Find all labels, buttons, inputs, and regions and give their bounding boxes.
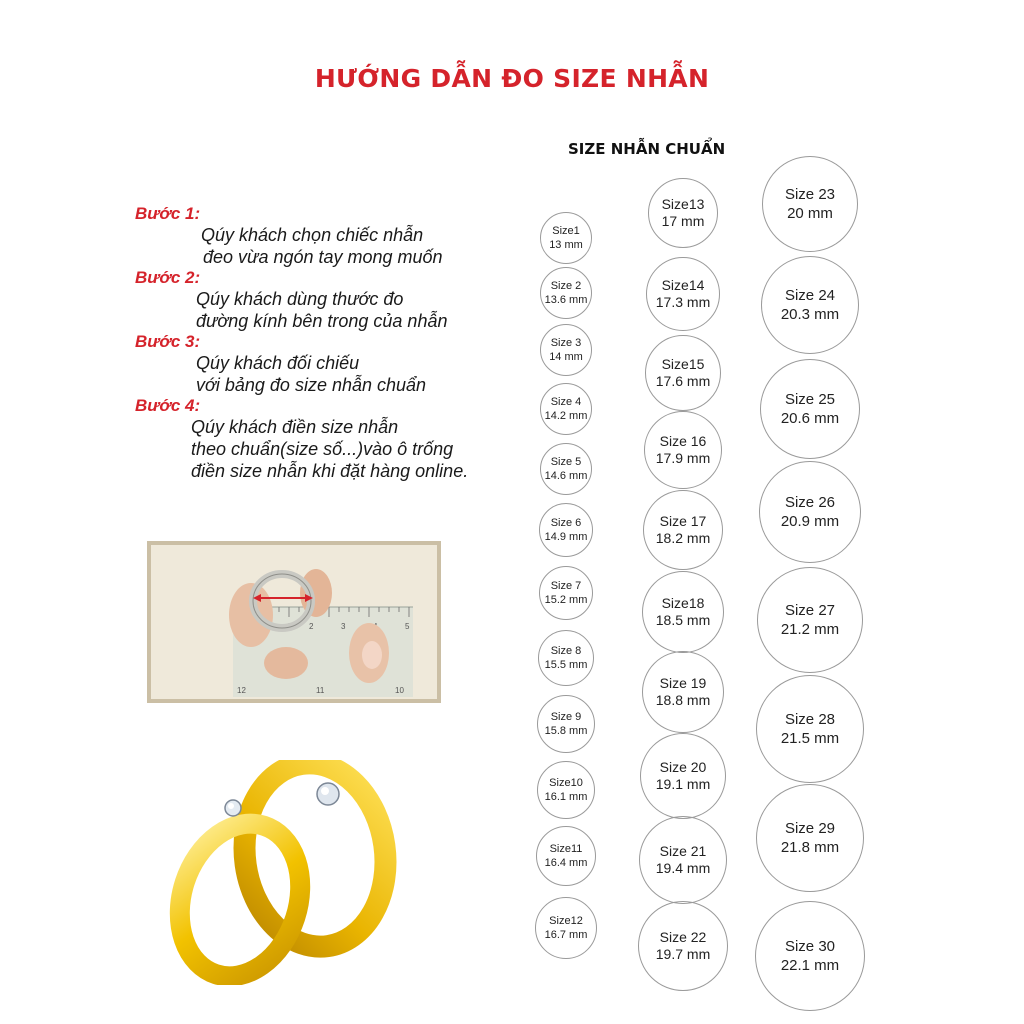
size-diameter: 15.8 mm <box>544 725 588 737</box>
size-label: Size 7 <box>550 580 582 592</box>
size-label: Size 25 <box>784 391 836 408</box>
step-text: đeo vừa ngón tay mong muốn <box>203 247 443 267</box>
size-diameter: 18.8 mm <box>655 692 711 708</box>
size-diameter: 20.6 mm <box>780 410 840 427</box>
size-circle <box>538 630 594 686</box>
ruler-tick-label: 11 <box>316 686 325 695</box>
size-label: Size 30 <box>784 938 836 955</box>
step-text: theo chuẩn(size số...)vào ô trống <box>191 439 454 459</box>
size-label: Size10 <box>549 777 583 789</box>
size-label: Size12 <box>549 915 583 927</box>
size-circle <box>537 695 595 753</box>
size-diameter: 17 mm <box>661 213 705 229</box>
size-label: Size14 <box>661 277 705 293</box>
size-label: Size 23 <box>784 186 836 203</box>
size-diameter: 20.3 mm <box>780 306 840 323</box>
size-label: Size 29 <box>784 820 836 837</box>
size-circle <box>536 826 596 886</box>
size-chart-heading: SIZE NHẪN CHUẨN <box>568 140 726 158</box>
ruler-tick-label: 1 <box>287 622 292 631</box>
size-diameter: 19.4 mm <box>655 860 711 876</box>
measuring-steps <box>135 204 535 482</box>
size-label: Size 9 <box>550 711 582 723</box>
size-diameter: 15.2 mm <box>544 594 588 606</box>
step-heading: Bước 3: <box>135 332 201 351</box>
size-circle <box>540 443 592 495</box>
size-circle <box>639 816 727 904</box>
size-circle <box>642 571 724 653</box>
step-text: Qúy khách điền size nhẫn <box>191 417 399 437</box>
size-diameter: 14 mm <box>549 351 583 363</box>
ruler-tick-label: 3 <box>341 622 346 631</box>
size-circle <box>640 733 726 819</box>
size-circle <box>756 784 864 892</box>
size-diameter: 13 mm <box>549 239 583 251</box>
size-diameter: 21.8 mm <box>780 839 840 856</box>
ring-measuring-photo <box>147 541 441 703</box>
ruler-tick-label: 5 <box>405 622 410 631</box>
size-circle <box>648 178 718 248</box>
size-circle <box>646 257 720 331</box>
size-label: Size 28 <box>784 711 836 728</box>
size-circle <box>540 383 592 435</box>
size-diameter: 21.2 mm <box>780 621 840 638</box>
step-text: điền size nhẫn khi đặt hàng online. <box>191 461 469 481</box>
size-label: Size 6 <box>550 517 582 529</box>
ruler-tick-label: 12 <box>237 686 246 695</box>
size-label: Size18 <box>661 595 705 611</box>
step-heading: Bước 1: <box>135 204 201 223</box>
size-label: Size 24 <box>784 287 836 304</box>
size-circle <box>756 675 864 783</box>
size-label: Size13 <box>661 196 705 212</box>
size-label: Size 27 <box>784 602 836 619</box>
size-label: Size 17 <box>659 513 707 529</box>
size-label: Size 3 <box>550 337 582 349</box>
size-circle <box>539 503 593 557</box>
size-diameter: 18.5 mm <box>655 612 711 628</box>
size-label: Size 5 <box>550 456 582 468</box>
size-diameter: 16.1 mm <box>544 791 588 803</box>
ruler-tick-label: 2 <box>309 622 314 631</box>
size-diameter: 14.9 mm <box>544 531 588 543</box>
size-diameter: 14.6 mm <box>544 470 588 482</box>
size-label: Size 2 <box>550 280 582 292</box>
size-circle <box>759 461 861 563</box>
ring-ruler-illustration <box>151 545 437 699</box>
size-circle <box>537 761 595 819</box>
step-1 <box>135 204 535 268</box>
size-diameter: 15.5 mm <box>544 659 588 671</box>
size-label: Size 22 <box>659 929 707 945</box>
size-diameter: 22.1 mm <box>780 957 840 974</box>
size-label: Size 4 <box>550 396 582 408</box>
step-2 <box>135 268 535 332</box>
size-label: Size 26 <box>784 494 836 511</box>
size-label: Size 20 <box>659 759 707 775</box>
size-diameter: 19.1 mm <box>655 776 711 792</box>
size-label: Size1 <box>552 225 580 237</box>
size-circle <box>540 267 592 319</box>
size-diameter: 17.9 mm <box>655 450 711 466</box>
size-circle <box>540 324 592 376</box>
step-text: Qúy khách chọn chiếc nhẫn <box>201 225 424 245</box>
size-circle <box>539 566 593 620</box>
step-text: Qúy khách dùng thước đo <box>196 289 404 309</box>
step-text: với bảng đo size nhẫn chuẩn <box>196 375 427 395</box>
step-3 <box>135 332 535 396</box>
size-label: Size11 <box>549 843 583 855</box>
size-circle <box>642 651 724 733</box>
size-diameter: 20.9 mm <box>780 513 840 530</box>
size-diameter: 17.3 mm <box>655 294 711 310</box>
size-circle <box>761 256 859 354</box>
size-circle <box>757 567 863 673</box>
size-diameter: 18.2 mm <box>655 530 711 546</box>
size-diameter: 17.6 mm <box>655 373 711 389</box>
step-heading: Bước 4: <box>135 396 201 415</box>
size-circle <box>540 212 592 264</box>
size-circle <box>638 901 728 991</box>
size-circle <box>535 897 597 959</box>
size-diameter: 16.4 mm <box>544 857 588 869</box>
size-diameter: 19.7 mm <box>655 946 711 962</box>
ruler-tick-label: 10 <box>395 686 404 695</box>
size-circle <box>760 359 860 459</box>
size-diameter: 21.5 mm <box>780 730 840 747</box>
step-4 <box>135 396 535 482</box>
size-circle <box>644 411 722 489</box>
size-circle <box>643 490 723 570</box>
size-label: Size 8 <box>550 645 582 657</box>
size-circle <box>645 335 721 411</box>
page-title: HƯỚNG DẪN ĐO SIZE NHẪN <box>314 64 710 93</box>
size-circle <box>755 901 865 1011</box>
size-label: Size15 <box>661 356 705 372</box>
size-diameter: 13.6 mm <box>544 294 588 306</box>
size-label: Size 21 <box>659 843 707 859</box>
size-label: Size 16 <box>659 433 707 449</box>
size-diameter: 16.7 mm <box>544 929 588 941</box>
step-text: đường kính bên trong của nhẫn <box>196 311 448 331</box>
size-circle <box>762 156 858 252</box>
size-diameter: 20 mm <box>787 205 833 222</box>
step-text: Qúy khách đối chiếu <box>196 353 360 373</box>
gold-rings-image <box>165 760 415 985</box>
gold-rings-illustration <box>165 760 415 985</box>
size-diameter: 14.2 mm <box>544 410 588 422</box>
step-heading: Bước 2: <box>135 268 201 287</box>
size-label: Size 19 <box>659 675 707 691</box>
